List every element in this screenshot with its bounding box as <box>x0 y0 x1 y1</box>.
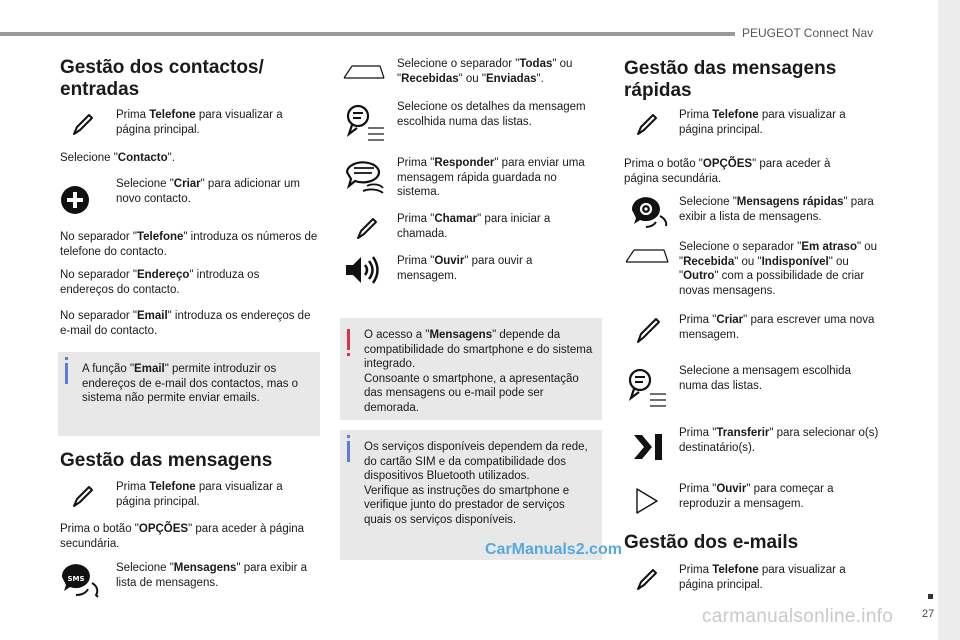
add-circle-icon <box>59 184 91 216</box>
tab-selector-icon <box>624 246 670 266</box>
watermark-carmanuals: CarManuals2.com <box>485 541 622 558</box>
transfer-icon <box>632 432 664 462</box>
message-detail-icon <box>626 366 668 410</box>
contacts-step-4: No separador "Telefone" introduza os números de telefone do contacto. <box>60 231 318 258</box>
pencil-icon <box>632 314 664 346</box>
header-rule <box>0 32 735 36</box>
col2-step-5: Prima "Ouvir" para ouvir a mensagem. <box>397 255 533 282</box>
quick-step-8: Prima "Ouvir" para começar a reproduzir a mensagem. <box>679 483 834 510</box>
side-margin-bar <box>938 0 960 640</box>
play-icon <box>634 486 660 516</box>
messages-step-3: Selecione "Mensagens" para exibir a lista de mensagens. <box>116 562 307 589</box>
section-title-messages: Gestão das mensagens <box>60 450 273 471</box>
col2-step-2: Selecione os detalhes da mensagem escolhida numa das listas. <box>397 101 586 128</box>
tab-selector-icon <box>342 62 386 82</box>
warning-note-messages: O acesso a "Mensagens" depende da compatibilidade do smartphone e do sistema integrado. Consoante o smartphone, a apresentação das mensagens ou e-mail pode ser demorada. <box>340 318 602 420</box>
contacts-step-5: No separador "Endereço" introduza os endereços do contacto. <box>60 269 260 296</box>
quick-message-gear-icon <box>628 194 670 230</box>
section-title-contacts: Gestão dos contactos/ entradas <box>60 57 264 100</box>
col2-step-1: Selecione o separador "Todas" ou "Recebidas" ou "Enviadas". <box>397 58 573 85</box>
quick-step-3: Selecione "Mensagens rápidas" para exibir a lista de mensagens. <box>679 196 874 223</box>
pencil-icon <box>68 110 96 138</box>
quick-step-2: Prima o botão "OPÇÕES" para aceder à página secundária. <box>624 158 831 185</box>
quick-step-4: Selecione o separador "Em atraso" ou "Recebida" ou "Indisponível" ou "Outro" com a possibilidade de criar novas mensagens. <box>679 241 878 297</box>
watermark-footer: carmanualsonline.info <box>702 606 894 627</box>
email-step-1: Prima Telefone para visualizar a página principal. <box>679 564 846 591</box>
svg-text:SMS: SMS <box>67 575 85 583</box>
quick-step-5: Prima "Criar" para escrever uma nova mensagem. <box>679 314 875 341</box>
header-title: PEUGEOT Connect Nav <box>742 26 874 40</box>
quick-step-7: Prima "Transferir" para selecionar o(s) destinatário(s). <box>679 427 879 454</box>
quick-step-6: Selecione a mensagem escolhida numa das listas. <box>679 365 851 392</box>
info-note-email: A função "Email" permite introduzir os endereços de e-mail dos contactos, mas o sistema não permite enviar emails. <box>58 352 320 436</box>
messages-step-1: Prima Telefone para visualizar a página principal. <box>116 481 283 508</box>
section-title-emails: Gestão dos e-mails <box>624 532 799 553</box>
message-detail-icon <box>344 102 386 144</box>
contacts-step-1: Prima Telefone para visualizar a página principal. <box>116 109 283 136</box>
pencil-icon <box>352 214 380 242</box>
page-number: 27 <box>922 608 935 620</box>
reply-message-icon <box>343 160 385 194</box>
messages-step-2: Prima o botão "OPÇÕES" para aceder à página secundária. <box>60 523 305 550</box>
info-icon <box>347 441 350 462</box>
col2-step-4: Prima "Chamar" para iniciar a chamada. <box>397 213 551 240</box>
info-icon <box>65 363 68 384</box>
pencil-icon <box>632 110 660 138</box>
warning-icon <box>347 329 350 350</box>
info-note-services: Os serviços disponíveis dependem da rede, do cartão SIM e da compatibilidade dos dispositivos Bluetooth utilizados. Verifique as instruções do smartphone e verifique junto do prestador de serviços quais os serviços disponíveis. <box>340 430 602 560</box>
speaker-icon <box>344 254 382 286</box>
pencil-icon <box>632 565 660 593</box>
pencil-icon <box>68 482 96 510</box>
quick-step-1: Prima Telefone para visualizar a página principal. <box>679 109 846 136</box>
continuation-marker <box>928 594 933 599</box>
contacts-step-3: Selecione "Criar" para adicionar um novo contacto. <box>116 178 300 205</box>
sms-bubble-icon <box>58 561 102 599</box>
contacts-step-6: No separador "Email" introduza os endereços de e-mail do contacto. <box>60 310 311 337</box>
section-title-quick-messages: Gestão das mensagens rápidas <box>624 58 837 101</box>
contacts-step-2: Selecione "Contacto". <box>60 152 175 164</box>
col2-step-3: Prima "Responder" para enviar uma mensagem rápida guardada no sistema. <box>397 157 585 198</box>
